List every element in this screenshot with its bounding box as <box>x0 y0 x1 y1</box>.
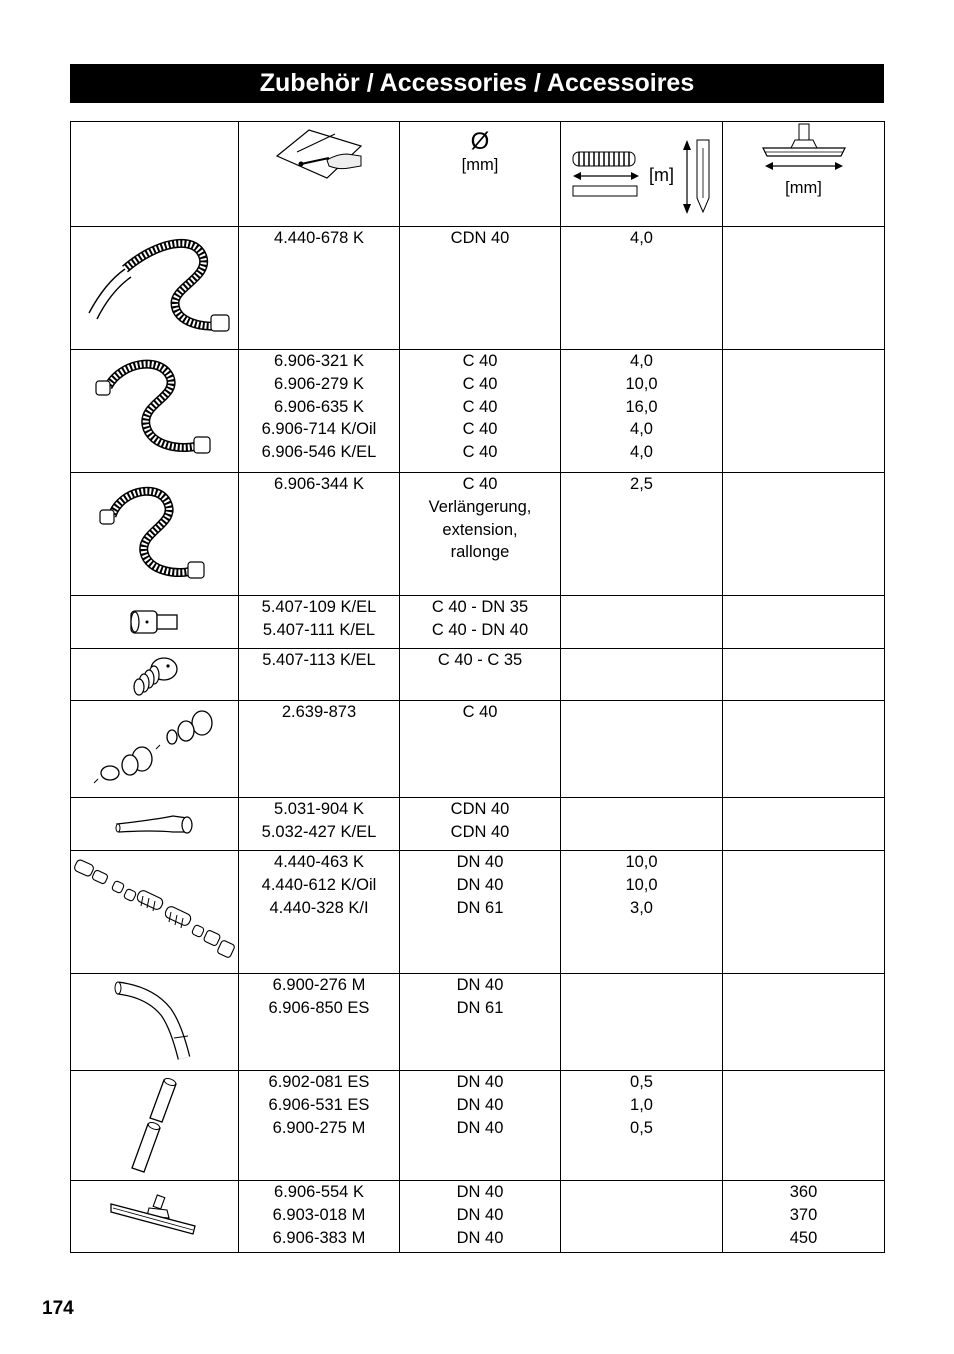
width-cell <box>723 473 885 596</box>
accessories-table <box>70 121 885 1253</box>
header-image-cell <box>71 122 239 227</box>
part-number-cell: 6.902-081 ES 6.906-531 ES 6.900-275 M <box>239 1071 400 1181</box>
threaded-adapter-icon <box>128 653 182 697</box>
hose-kit-exploded-icon <box>71 854 239 970</box>
length-cell <box>561 974 723 1071</box>
diameter-cell: DN 40 DN 40 DN 61 <box>400 851 561 974</box>
length-cell: 10,0 10,0 3,0 <box>561 851 723 974</box>
hose-coupling-set-icon <box>90 709 220 789</box>
width-cell: 360 370 450 <box>723 1181 885 1253</box>
table-row <box>71 974 885 1071</box>
diameter-cell: DN 40 DN 61 <box>400 974 561 1071</box>
table-row <box>71 350 885 473</box>
length-cell: 4,0 10,0 16,0 4,0 4,0 <box>561 350 723 473</box>
diameter-cell: C 40 - C 35 <box>400 649 561 701</box>
length-cell <box>561 701 723 798</box>
part-number-cell: 4.440-463 K 4.440-612 K/Oil 4.440-328 K/I <box>239 851 400 974</box>
table-row <box>71 227 885 350</box>
part-number-cell: 5.031-904 K 5.032-427 K/EL <box>239 798 400 851</box>
width-cell <box>723 974 885 1071</box>
part-number-cell: 6.906-554 K 6.903-018 M 6.906-383 M <box>239 1181 400 1253</box>
adapter-sleeve-icon <box>127 607 183 637</box>
table-row <box>71 701 885 798</box>
page-number: 174 <box>42 1298 74 1319</box>
hose-extension-icon <box>90 476 220 592</box>
width-cell <box>723 1071 885 1181</box>
part-number-cell: 6.906-344 K <box>239 473 400 596</box>
tube-length-icon <box>681 138 715 216</box>
floor-nozzle-icon <box>107 1192 203 1242</box>
width-cell <box>723 798 885 851</box>
diameter-cell: CDN 40 <box>400 227 561 350</box>
diameter-cell: C 40 - DN 35 C 40 - DN 40 <box>400 596 561 649</box>
part-number-cell: 6.906-321 K 6.906-279 K 6.906-635 K 6.906-714 K/Oil 6.906-546 K/EL <box>239 350 400 473</box>
part-number-cell: 5.407-113 K/EL <box>239 649 400 701</box>
length-cell <box>561 1181 723 1253</box>
table-row <box>71 1071 885 1181</box>
length-cell: 2,5 <box>561 473 723 596</box>
length-cell <box>561 649 723 701</box>
part-number-cell: 6.900-276 M 6.906-850 ES <box>239 974 400 1071</box>
table-row <box>71 851 885 974</box>
diameter-cell: C 40 C 40 C 40 C 40 C 40 <box>400 350 561 473</box>
header-order-no-cell <box>239 122 400 227</box>
order-form-writing-icon <box>271 122 367 184</box>
length-unit: [m] <box>649 165 674 185</box>
suction-hose-with-elbow-icon <box>75 233 235 343</box>
header-length-cell <box>561 122 723 227</box>
width-cell <box>723 350 885 473</box>
width-unit: [mm] <box>785 178 822 197</box>
width-cell <box>723 227 885 350</box>
table-row <box>71 596 885 649</box>
width-cell <box>723 851 885 974</box>
header-diameter-cell <box>400 122 561 227</box>
length-cell <box>561 596 723 649</box>
diameter-symbol: Ø <box>470 128 490 155</box>
part-number-cell: 5.407-109 K/EL 5.407-111 K/EL <box>239 596 400 649</box>
diameter-cell: DN 40 DN 40 DN 40 <box>400 1071 561 1181</box>
length-cell <box>561 798 723 851</box>
length-cell: 4,0 <box>561 227 723 350</box>
width-cell <box>723 701 885 798</box>
part-number-cell: 4.440-678 K <box>239 227 400 350</box>
length-cell: 0,5 1,0 0,5 <box>561 1071 723 1181</box>
part-number-cell: 2.639-873 <box>239 701 400 798</box>
elbow-icon <box>113 810 197 838</box>
width-cell <box>723 596 885 649</box>
table-row <box>71 798 885 851</box>
table-row <box>71 649 885 701</box>
table-row <box>71 473 885 596</box>
diameter-cell: C 40 Verlängerung, extension, rallonge <box>400 473 561 596</box>
table-row <box>71 1181 885 1253</box>
suction-hose-icon <box>90 353 220 469</box>
table-header-row <box>71 122 885 227</box>
floor-nozzle-width-icon <box>759 122 849 178</box>
diameter-cell: CDN 40 CDN 40 <box>400 798 561 851</box>
diameter-cell: C 40 <box>400 701 561 798</box>
diameter-unit: [mm] <box>461 156 499 174</box>
header-width-cell <box>723 122 885 227</box>
bent-tube-icon <box>110 978 200 1066</box>
page-title: Zubehör / Accessories / Accessoires <box>70 64 884 103</box>
suction-tubes-icon <box>120 1078 190 1174</box>
hose-length-icon <box>571 148 641 204</box>
width-cell <box>723 649 885 701</box>
diameter-cell: DN 40 DN 40 DN 40 <box>400 1181 561 1253</box>
